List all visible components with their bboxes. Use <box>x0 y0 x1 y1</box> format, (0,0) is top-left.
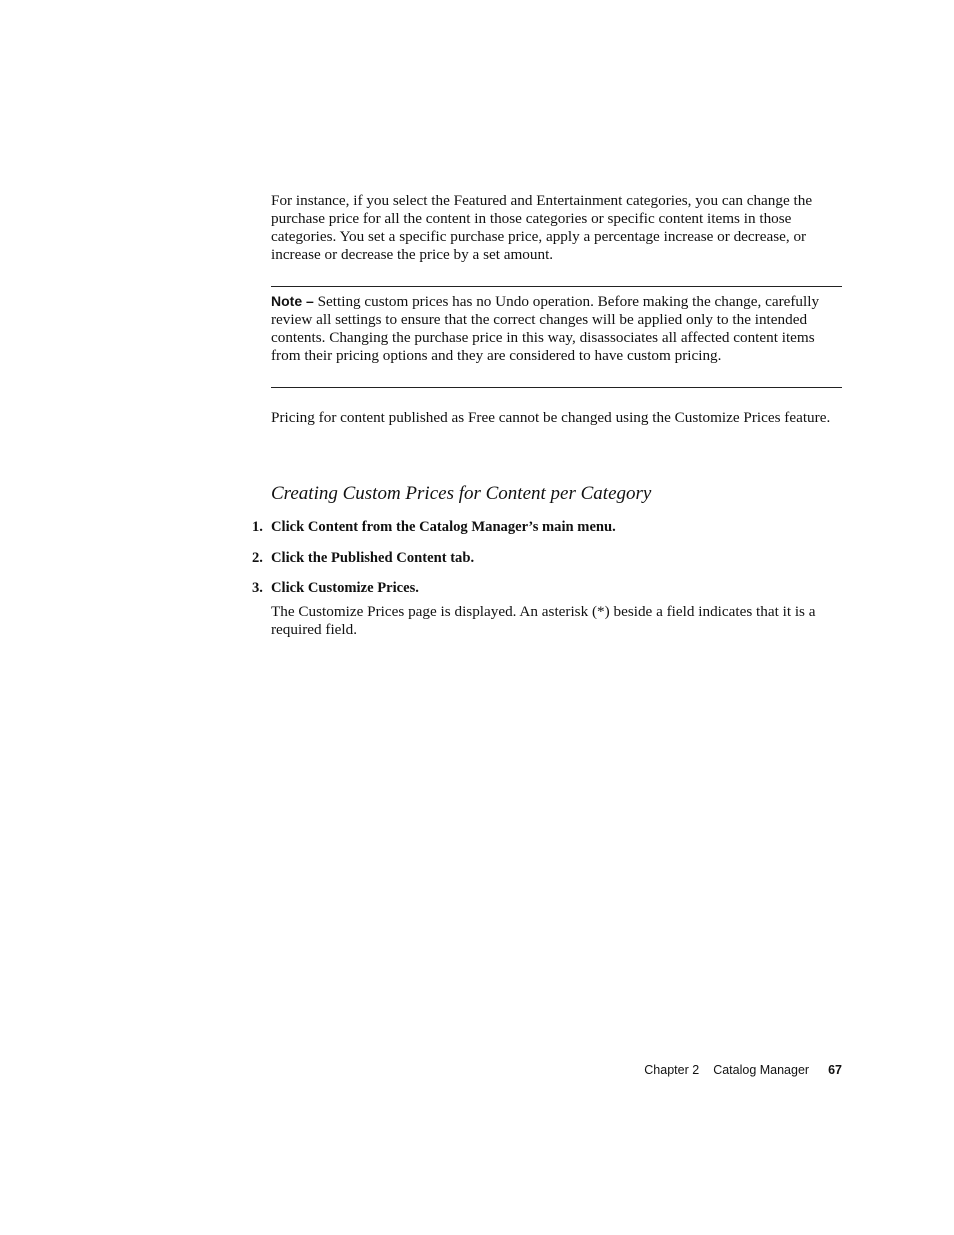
section-heading: Creating Custom Prices for Content per Category <box>271 483 652 504</box>
footer-title: Catalog Manager <box>713 1063 810 1077</box>
step-1 <box>252 518 616 536</box>
footer-chapter: Chapter 2 <box>644 1063 700 1077</box>
pricing-paragraph: Pricing for content published as Free cannot be changed using the Customize Prices feature. <box>271 409 831 426</box>
page-footer <box>644 1063 842 1077</box>
note-body: Setting custom prices has no Undo operation. Before making the change, carefully review all settings to ensure that the correct changes will be applied only to the intended contents. Changing the purchase price in this way, disassociates all affected content items from their pricing options and they are considered to have custom pricing. <box>271 293 820 364</box>
step-text: Click Content from the Catalog Manager’s main menu. <box>271 519 616 535</box>
step-number: 3. <box>252 580 263 596</box>
step-2 <box>252 549 474 567</box>
step-3 <box>252 579 419 597</box>
note-box <box>271 286 842 388</box>
step-text: Click Customize Prices. <box>271 580 419 596</box>
step-text: Click the Published Content tab. <box>271 550 475 566</box>
result-paragraph: The Customize Prices page is displayed. An asterisk (*) beside a field indicates that it is a required field. <box>271 603 816 638</box>
intro-paragraph: For instance, if you select the Featured and Entertainment categories, you can change the purchase price for all the content in those categories or specific content items in those categories. You set a specific purchase price, apply a percentage increase or decrease, or increase or decrease the price by a set amount. <box>271 192 813 263</box>
step-number: 2. <box>252 550 263 566</box>
note-paragraph <box>271 292 842 365</box>
note-label: Note – <box>271 293 314 309</box>
page-number: 67 <box>828 1063 842 1077</box>
step-number: 1. <box>252 519 263 535</box>
